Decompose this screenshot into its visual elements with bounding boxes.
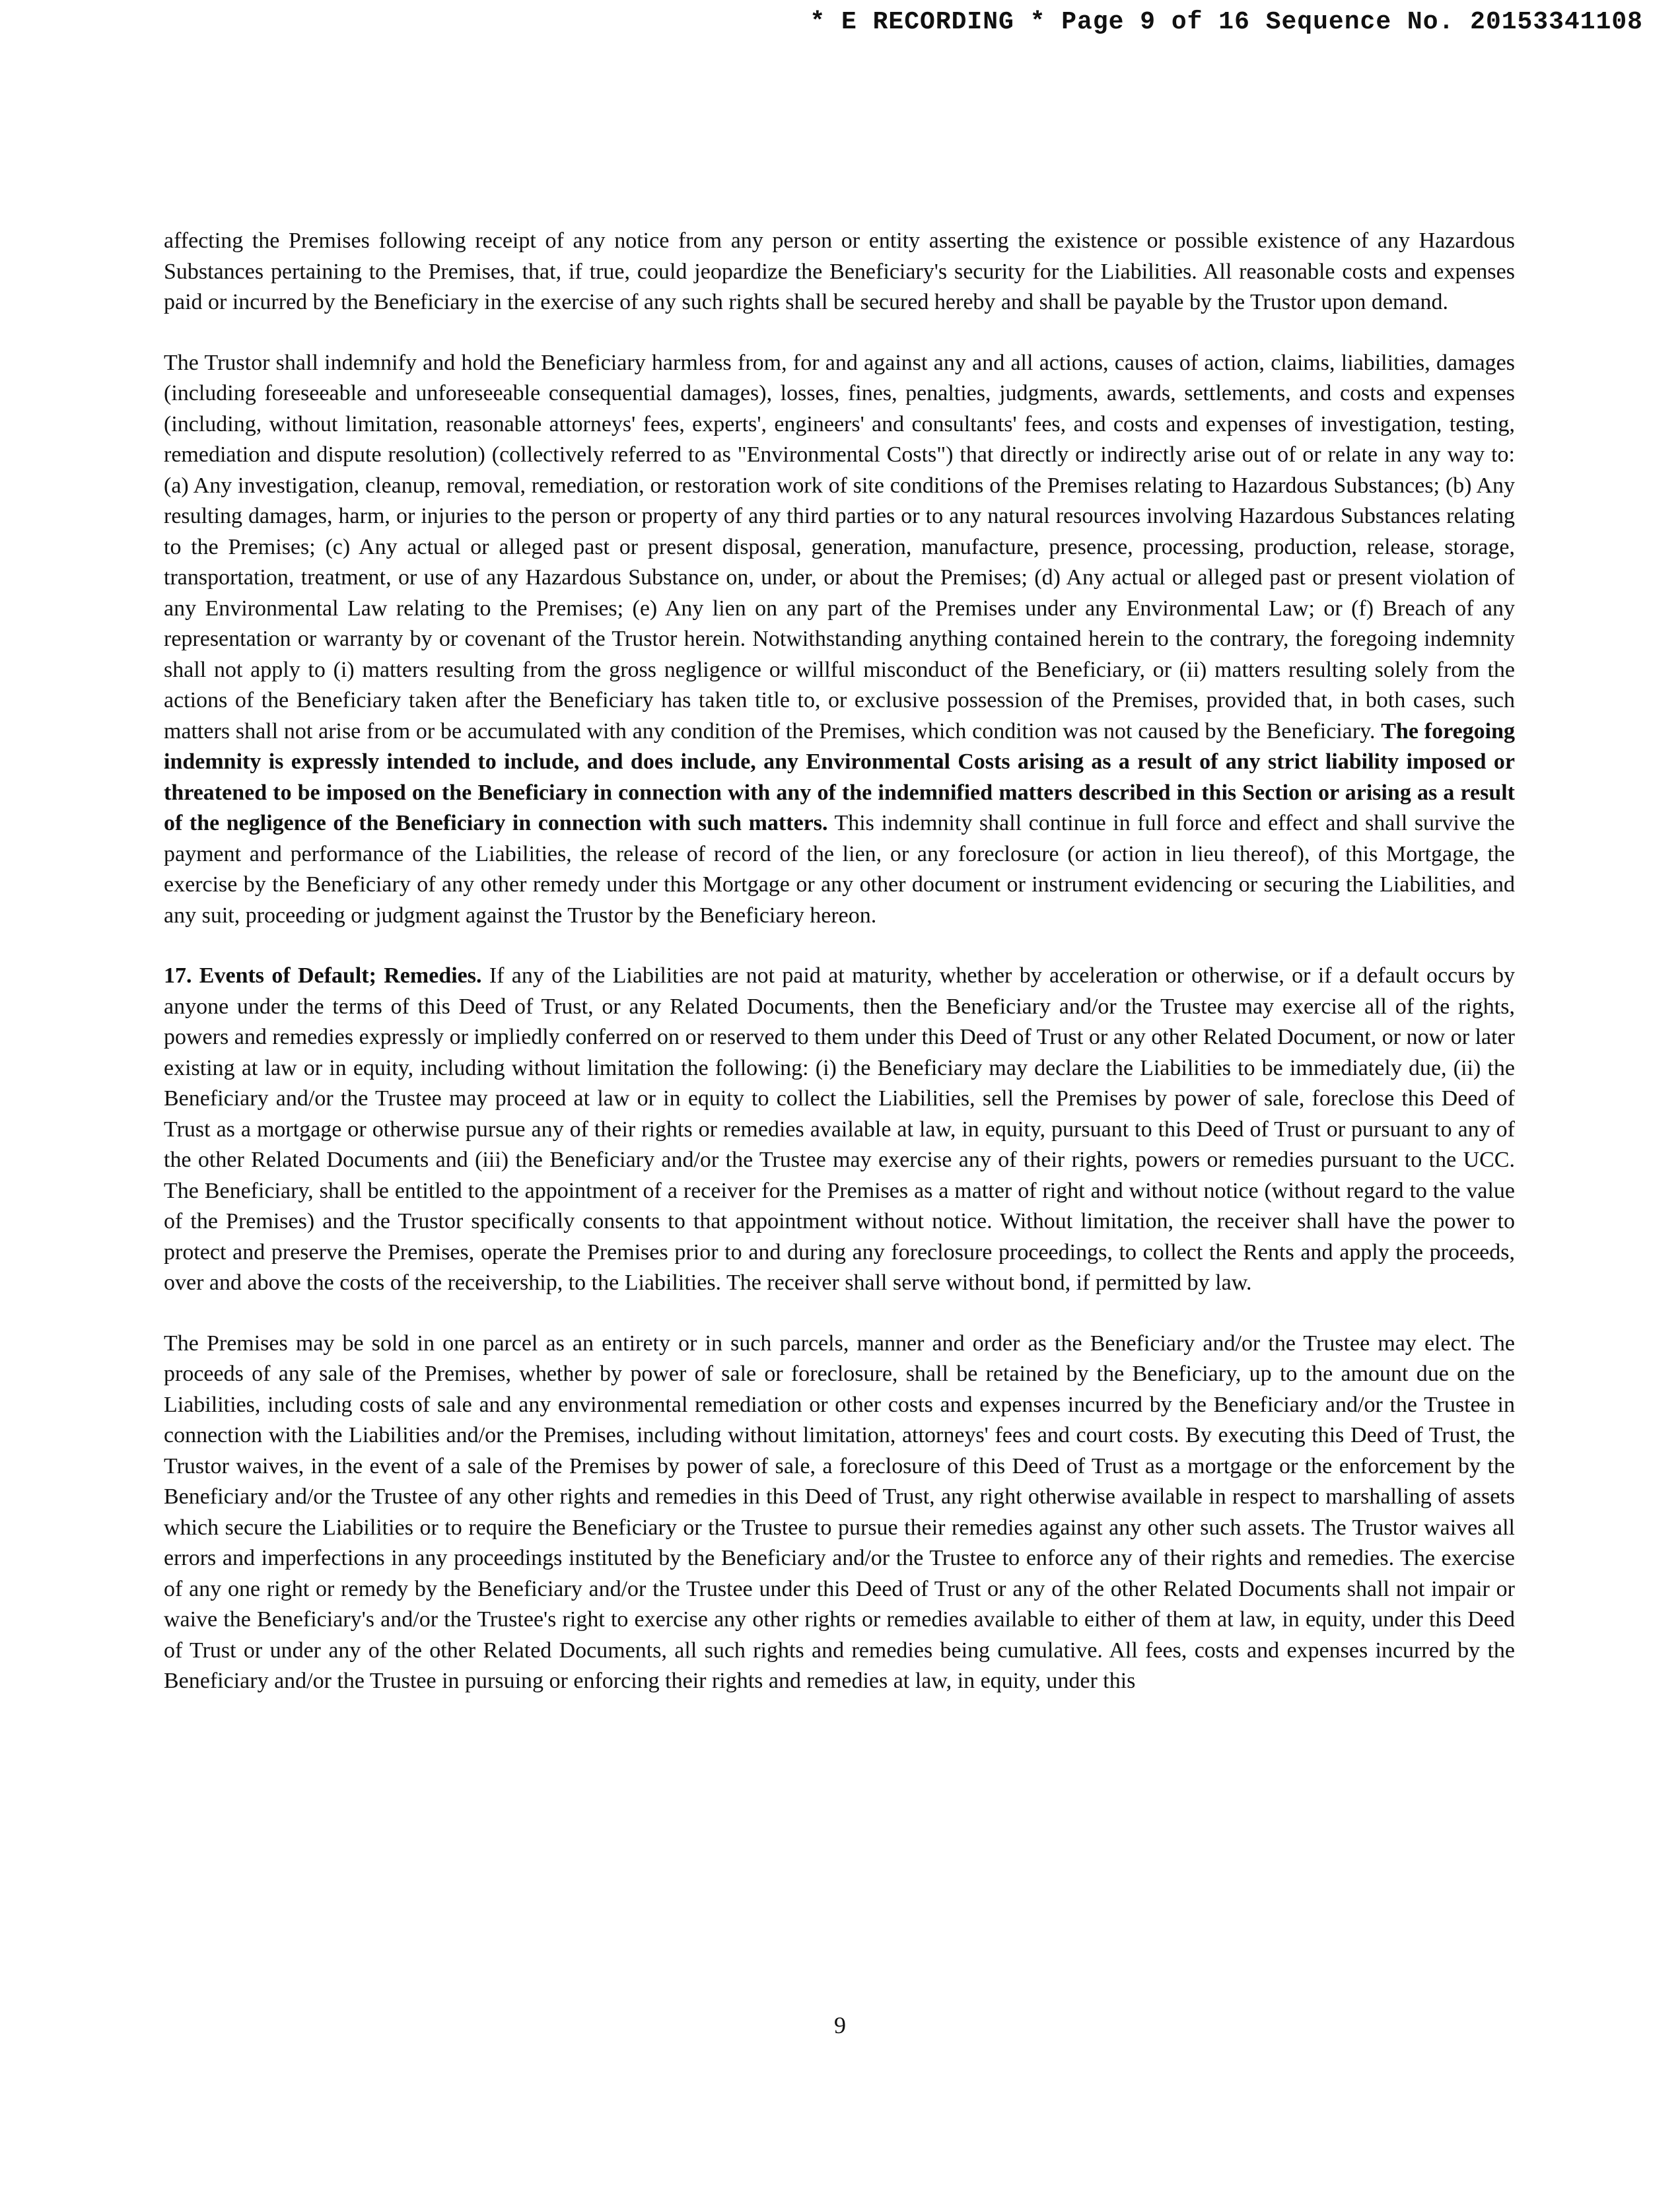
paragraph-text: The Premises may be sold in one parcel as an entirety or in such parcels, manner and order as the Beneficiary and/or the Trustee may elect. The proceeds of any sale of the Premises, whether by power of sale or foreclosure, shall be retained by the Beneficiary, up to the amount due on the Liabilities, including costs of sale and any environmental remediation or other costs and expenses incurred by the Beneficiary and/or the Trustee in connection with the Liabilities and/or the Premises, including without limitation, attorneys' fees and court costs. By executing this Deed of Trust, the Trustor waives, in the event of a sale of the Premises by power of sale, a foreclosure of this Deed of Trust as a mortgage or the enforcement by the Beneficiary and/or the Trustee of any other rights and remedies in this Deed of Trust, any right otherwise available in respect to marshalling of assets which secure the Liabilities or to require the Beneficiary or the Trustee to pursue their remedies against any other such assets. The Trustor waives all errors and imperfections in any proceedings instituted by the Beneficiary and/or the Trustee to enforce any of their rights and remedies. The exercise of any one right or remedy by the Beneficiary and/or the Trustee under this Deed of Trust or any of the other Related Documents shall not impair or waive the Beneficiary's and/or the Trustee's right to exercise any other rights or remedies available to either of them at law, in equity, under this Deed of Trust or under any of the other Related Documents, all such rights and remedies being cumulative. All fees, costs and expenses incurred by the Beneficiary and/or the Trustee in pursuing or enforcing their rights and remedies at law, in equity, under this — [164, 1331, 1515, 1693]
paragraph-hazardous-substances-costs — [164, 226, 1515, 318]
paragraph-environmental-indemnity — [164, 348, 1515, 932]
page-number: 9 — [834, 2012, 846, 2038]
paragraph-text: affecting the Premises following receipt of any notice from any person or entity asserting the existence or possible existence of any Hazardous Substances pertaining to the Premises, that, if true, could jeopardize the Beneficiary's security for the Liabilities. All reasonable costs and expenses paid or incurred by the Beneficiary in the exercise of any such rights shall be secured hereby and shall be payable by the Trustor upon demand. — [164, 228, 1515, 314]
section-17-events-of-default — [164, 961, 1515, 1299]
bold-indemnity-clause: The foregoing indemnity is expressly intended to include, and does include, any Environmental Costs arising as a result of any strict liability imposed or threatened to be imposed on the Beneficiary in connection with any of the indemnified matters described in this Section or arising as a result of the negligence of the Beneficiary in connection with such matters. — [164, 718, 1516, 835]
recording-header-stamp: * E RECORDING * Page 9 of 16 Sequence No. 20153341108 — [810, 8, 1643, 36]
paragraph-text: If any of the Liabilities are not paid at maturity, whether by acceleration or otherwise, or if a default occurs by anyone under the terms of this Deed of Trust, or any Related Documents, then the Beneficiary and/or the Trustee may exercise all of the rights, powers and remedies expressly or impliedly conferred on or reserved to them under this Deed of Trust or any other Related Document, or now or later existing at law or in equity, including without limitation the following: (i) the Beneficiary may declare the Liabilities to be immediately due, (ii) the Beneficiary and/or the Trustee may proceed at law or in equity to collect the Liabilities, sell the Premises by power of sale, foreclose this Deed of Trust as a mortgage or otherwise pursue any of their rights or remedies available at law, in equity, pursuant to this Deed of Trust or pursuant to any of the other Related Documents and (iii) the Beneficiary and/or the Trustee may exercise any of their rights, powers or remedies pursuant to the UCC. The Beneficiary, shall be entitled to the appointment of a receiver for the Premises as a matter of right and without notice (without regard to the value of the Premises) and the Trustor specifically consents to that appointment without notice. Without limitation, the receiver shall have the power to protect and preserve the Premises, operate the Premises prior to and during any foreclosure proceedings, to collect the Rents and apply the proceeds, over and above the costs of the receivership, to the Liabilities. The receiver shall serve without bond, if permitted by law. — [164, 963, 1515, 1295]
paragraph-text: This indemnity shall continue in full force and effect and shall survive the payment and performance of the Liabilities, the release of record of the lien, or any foreclosure (or action in lieu thereof), of this Mortgage, the exercise by the Beneficiary of any other remedy under this Mortgage or any other document or instrument evidencing or securing the Liabilities, and any suit, proceeding or judgment against the Trustor by the Beneficiary hereon. — [164, 811, 1516, 928]
paragraph-text: The Trustor shall indemnify and hold the Beneficiary harmless from, for and against any and all actions, causes of action, claims, liabilities, damages (including foreseeable and unforeseeable consequential damages), losses, fines, penalties, judgments, awards, settlements, and costs and expenses (including, without limitation, reasonable attorneys' fees, experts', engineers' and consultants' fees, and costs and expenses of investigation, testing, remediation and dispute resolution) (collectively referred to as "Environmental Costs") that directly or indirectly arise out of or relate in any way to: (a) Any investigation, cleanup, removal, remediation, or restoration work of site conditions of the Premises relating to Hazardous Substances; (b) Any resulting damages, harm, or injuries to the person or property of any third parties or to any natural resources involving Hazardous Substances relating to the Premises; (c) Any actual or alleged past or present disposal, generation, manufacture, presence, processing, production, release, storage, transportation, treatment, or use of any Hazardous Substance on, under, or about the Premises; (d) Any actual or alleged past or present violation of any Environmental Law relating to the Premises; (e) Any lien on any part of the Premises under any Environmental Law; or (f) Breach of any representation or warranty by or covenant of the Trustor herein. Notwithstanding anything contained herein to the contrary, the foregoing indemnity shall not apply to (i) matters resulting from the gross negligence or willful misconduct of the Beneficiary, or (ii) matters resulting solely from the actions of the Beneficiary taken after the Beneficiary has taken title to, or exclusive possession of the Premises, provided that, in both cases, such matters shall not arise from or be accumulated with any condition of the Premises, which condition was not caused by the Beneficiary. — [164, 350, 1515, 744]
paragraph-premises-sale — [164, 1329, 1515, 1697]
section-heading: 17. Events of Default; Remedies. — [164, 963, 482, 988]
document-body — [164, 226, 1515, 1727]
